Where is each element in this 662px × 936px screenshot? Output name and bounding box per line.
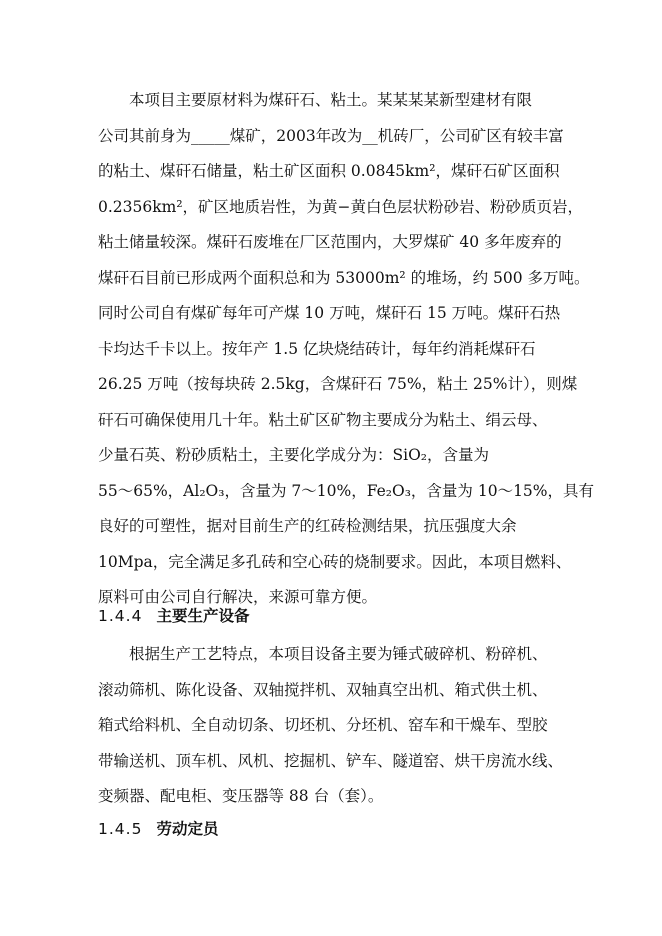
paragraph-line: 卡均达千卡以上。按年产 1.5 亿块烧结砖计，每年约消耗煤矸石: [98, 339, 536, 358]
paragraph-line: 带输送机、顶车机、风机、挖掘机、铲车、隧道窑、烘干房流水线、: [98, 751, 564, 770]
paragraph-raw-materials: [98, 83, 595, 616]
paragraph-line: 根据生产工艺特点，本项目设备主要为锤式破碎机、粉碎机、: [129, 645, 548, 663]
section-heading-main-equipment: [98, 605, 249, 627]
section-title: 主要生产设备: [156, 607, 250, 625]
paragraph-line: 公司其前身为_____煤矿，2003年改为__机砖厂，公司矿区有较丰富: [98, 126, 564, 145]
paragraph-line: 少量石英、粉砂质粘土，主要化学成分为：SiO₂，含量为: [98, 446, 489, 464]
section-number: 1.4.5: [98, 820, 143, 838]
paragraph-line: 原料可由公司自行解决，来源可靠方便。: [98, 588, 378, 606]
paragraph-line: 55～65%，Al₂O₃，含量为 7～10%，Fe₂O₃，含量为 10～15%，具有: [98, 481, 595, 500]
paragraph-equipment: [98, 637, 570, 815]
section-heading-staffing: [98, 818, 218, 840]
paragraph-line: 矸石可确保使用几十年。粘土矿区矿物主要成分为粘土、绢云母、: [98, 410, 548, 429]
section-title: 劳动定员: [156, 820, 219, 838]
paragraph-line: 变频器、配电柜、变压器等 88 台（套）。: [98, 787, 384, 805]
paragraph-line: 良好的可塑性，据对目前生产的红砖检测结果，抗压强度大余: [98, 517, 517, 535]
paragraph-line: 的粘土、煤矸石储量，粘土矿区面积 0.0845km²，煤矸石矿区面积: [98, 162, 560, 180]
paragraph-line: 箱式给料机、全自动切条、切坯机、分坯机、窑车和干燥车、型胶: [98, 716, 548, 734]
section-number: 1.4.4: [98, 607, 143, 625]
paragraph-line: 煤矸石目前已形成两个面积总和为 53000m² 的堆场，约 500 多万吨。: [98, 268, 590, 287]
paragraph-line: 0.2356km²，矿区地质岩性，为黄−黄白色层状粉砂岩、粉砂质页岩，: [98, 197, 584, 216]
paragraph-line: 10Mpa，完全满足多孔砖和空心砖的烧制要求。因此，本项目燃料、: [98, 552, 572, 571]
paragraph-line: 滚动筛机、陈化设备、双轴搅拌机、双轴真空出机、箱式供土机、: [98, 680, 548, 699]
paragraph-line: 26.25 万吨（按每块砖 2.5kg，含煤矸石 75%，粘土 25%计），则煤: [98, 375, 578, 393]
paragraph-line: 粘土储量较深。煤矸石废堆在厂区范围内，大罗煤矿 40 多年废弃的: [98, 233, 562, 251]
paragraph-line: 同时公司自有煤矿每年可产煤 10 万吨，煤矸石 15 万吨。煤矸石热: [98, 304, 561, 322]
paragraph-line: 本项目主要原材料为煤矸石、粘土。某某某某新型建材有限: [129, 91, 533, 109]
